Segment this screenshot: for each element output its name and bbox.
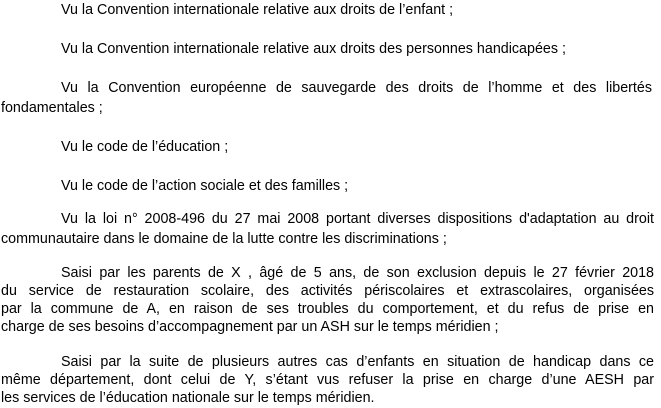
text-line: Vu la Convention européenne de sauvegarde des droits de l’homme et des libertés [61, 80, 652, 96]
text-line: Vu le code de l’éducation ; [61, 139, 229, 155]
text-line: du service de restauration scolaire, des activités périscolaires et extrascolaires, organisées [1, 283, 654, 299]
text-line: Vu la Convention internationale relative aux droits des personnes handicapées ; [61, 41, 566, 57]
text-line: charge de ses besoins d’accompagnement par un ASH sur le temps méridien ; [1, 319, 499, 335]
text-line: Saisi par les parents de X , âgé de 5 ans, de son exclusion depuis le 27 février 2018 [61, 265, 654, 281]
text-line: Vu la Convention internationale relative aux droits de l’enfant ; [61, 2, 454, 18]
text-line: Vu la loi n° 2008-496 du 27 mai 2008 portant diverses dispositions d'adaptation au droit [61, 211, 654, 227]
text-line: communautaire dans le domaine de la lutte contre les discriminations ; [1, 231, 447, 247]
text-line: Saisi par la suite de plusieurs autres cas d’enfants en situation de handicap dans ce [61, 354, 654, 370]
text-line: par la commune de A, en raison de ses troubles du comportement, et du refus de prise en [1, 301, 654, 317]
text-line: même département, dont celui de Y, s’étant vus refuser la prise en charge d’une AESH par [1, 372, 654, 388]
text-line: Vu le code de l’action sociale et des familles ; [61, 178, 349, 194]
text-line: les services de l’éducation nationale sur le temps méridien. [1, 390, 375, 406]
text-line: fondamentales ; [1, 100, 103, 116]
